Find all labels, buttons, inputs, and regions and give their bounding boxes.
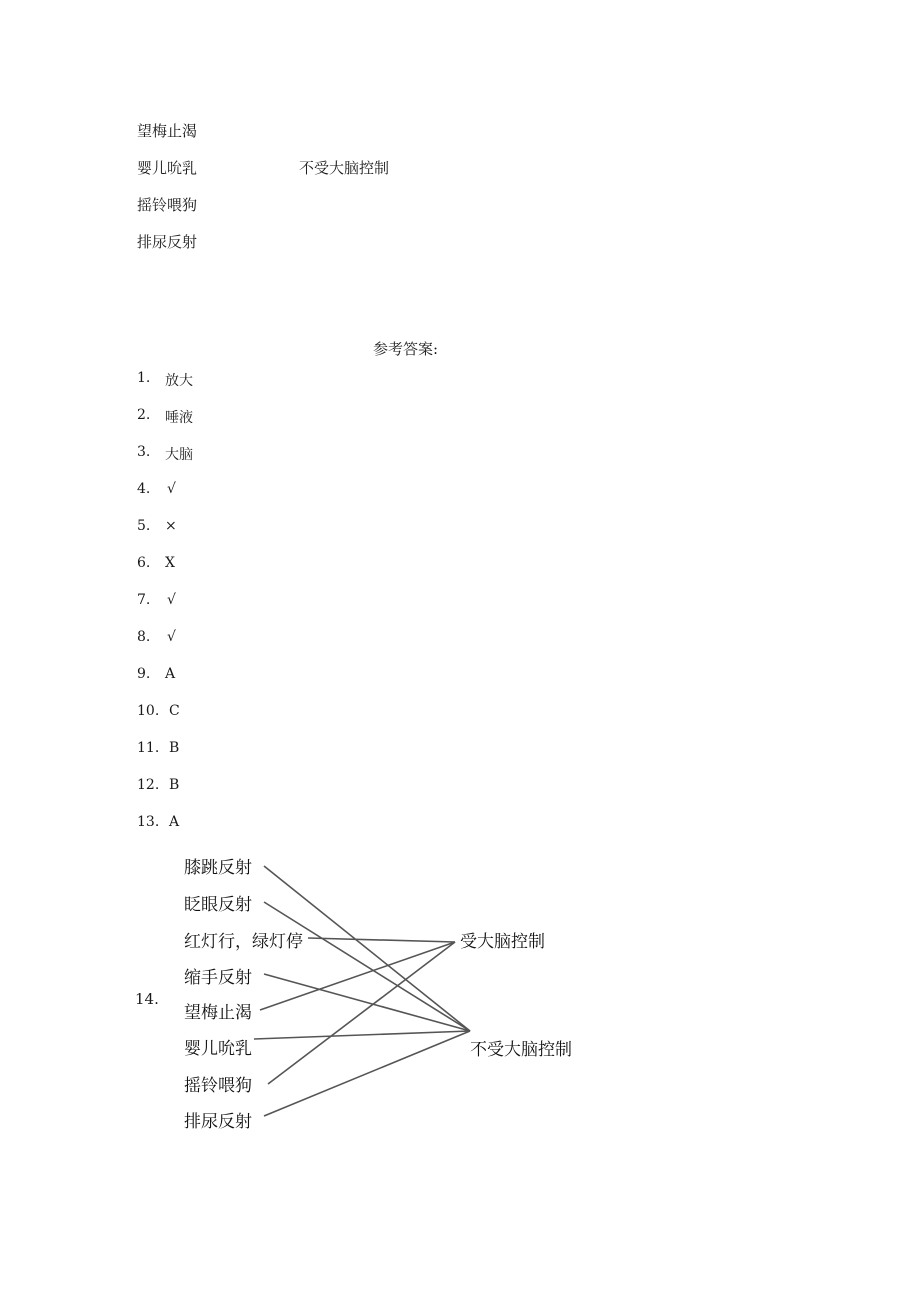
answer-value: √ <box>167 629 176 645</box>
answer-number: 6. <box>137 555 151 571</box>
answer-value: 大脑 <box>165 447 193 463</box>
matching-right-item: 不受大脑控制 <box>470 1040 572 1060</box>
answers-heading: 参考答案: <box>373 340 439 358</box>
matching-left-item: 膝跳反射 <box>184 858 252 878</box>
answer-value: × <box>165 518 177 534</box>
answer-value: A <box>169 814 180 830</box>
question-left-item: 摇铃喂狗 <box>137 196 198 214</box>
answer-value: C <box>169 703 180 719</box>
matching-left-item: 婴儿吮乳 <box>184 1039 252 1059</box>
answer-value: 唾液 <box>165 410 193 426</box>
answer-number: 2. <box>137 407 151 423</box>
matching-left-item: 缩手反射 <box>184 968 252 988</box>
matching-left-item: 摇铃喂狗 <box>184 1076 252 1096</box>
answer-number: 4. <box>137 481 151 497</box>
connection-line <box>308 938 455 942</box>
matching-left-item: 望梅止渴 <box>184 1003 252 1023</box>
answer-value: √ <box>167 481 176 497</box>
question-right-item: 不受大脑控制 <box>299 159 390 177</box>
connection-line <box>264 902 470 1031</box>
answer-value: B <box>169 740 180 756</box>
answer-number: 12. <box>137 777 160 793</box>
question-left-item: 排尿反射 <box>137 233 198 251</box>
answer-number: 13. <box>137 814 160 830</box>
answer-value: X <box>165 555 175 571</box>
connection-line <box>264 866 470 1031</box>
question-left-item: 望梅止渴 <box>137 122 198 140</box>
matching-left-item: 排尿反射 <box>184 1112 252 1132</box>
matching-left-item: 红灯行，绿灯停 <box>184 932 303 952</box>
connection-line <box>264 974 470 1031</box>
connection-line <box>264 1031 470 1116</box>
answer-number: 9. <box>137 666 151 682</box>
connection-line <box>254 1031 470 1039</box>
answer-number: 10. <box>137 703 160 719</box>
answer-value: 放大 <box>165 373 193 389</box>
answer-number: 5. <box>137 518 151 534</box>
answer-value: √ <box>167 592 176 608</box>
answer-number: 8. <box>137 629 151 645</box>
answer-number: 11. <box>137 740 160 756</box>
question-14-number: 14. <box>135 990 159 1008</box>
matching-right-item: 受大脑控制 <box>460 932 545 952</box>
question-left-item: 婴儿吮乳 <box>137 159 198 177</box>
answer-number: 3. <box>137 444 151 460</box>
answer-value: A <box>165 666 176 682</box>
answer-number: 7. <box>137 592 151 608</box>
answer-number: 1. <box>137 370 151 386</box>
matching-left-item: 眨眼反射 <box>184 895 252 915</box>
answer-value: B <box>169 777 180 793</box>
